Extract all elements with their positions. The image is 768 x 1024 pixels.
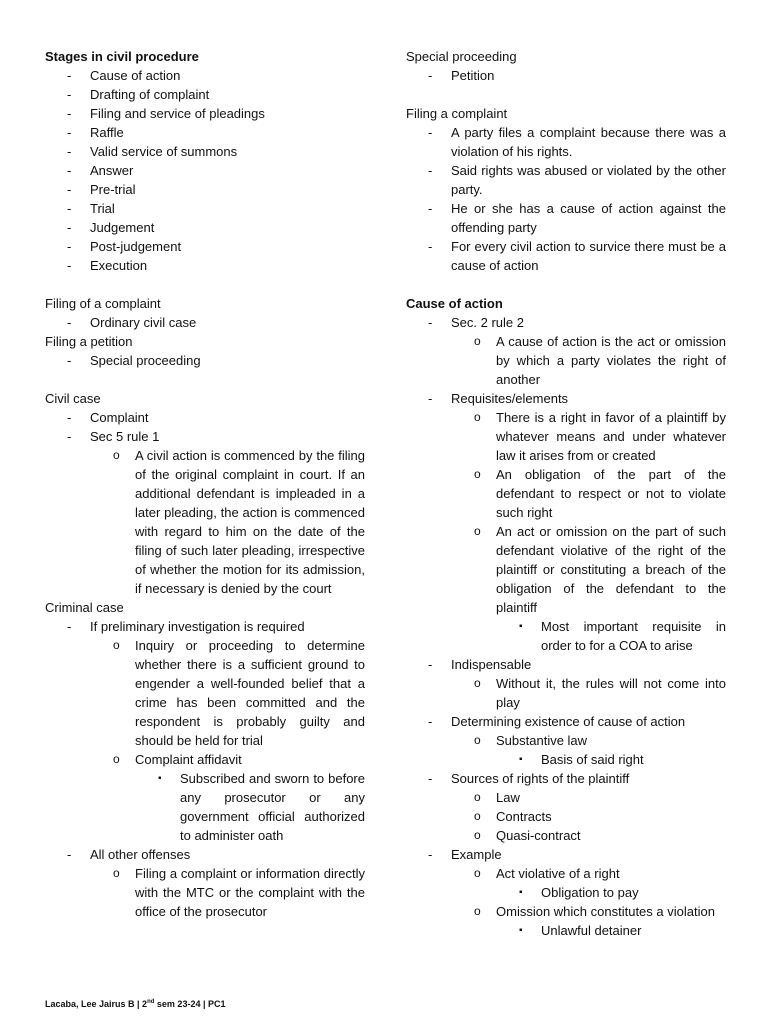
item-text: Civil case [45, 391, 101, 406]
heading-left-16 [45, 389, 365, 408]
square-bullet: ▪ [519, 621, 523, 632]
item-text: Said rights was abused or violated by the other party. [451, 163, 726, 197]
dash-bullet: - [428, 391, 433, 406]
dash-bullet: - [428, 201, 433, 216]
item-text: Filing a petition [45, 334, 133, 349]
circle-bullet: o [474, 467, 481, 481]
list-item-left-2 [45, 85, 365, 104]
list-item-right-3 [406, 123, 726, 161]
item-text: Ordinary civil case [90, 315, 197, 330]
list-item-right-27 [406, 902, 726, 921]
dash-bullet: - [428, 163, 433, 178]
dash-bullet: - [67, 429, 72, 444]
item-text: Sec. 2 rule 2 [451, 315, 524, 330]
item-text: A cause of action is the act or omission by which a party violates the right of another [496, 334, 726, 387]
heading-left-20 [45, 598, 365, 617]
item-text: Filing a complaint [406, 106, 508, 121]
list-item-right-23 [406, 826, 726, 845]
item-text: Quasi-contract [496, 828, 581, 843]
item-text: Valid service of summons [90, 144, 238, 159]
item-text: Stages in civil procedure [45, 49, 199, 64]
list-item-right-10 [406, 389, 726, 408]
list-item-left-10 [45, 237, 365, 256]
list-item-right-9 [406, 332, 726, 389]
item-text: Cause of action [406, 296, 503, 311]
list-item-left-22 [45, 636, 365, 750]
square-bullet: ▪ [519, 754, 523, 765]
list-item-left-17 [45, 408, 365, 427]
list-item-left-4 [45, 123, 365, 142]
item-text: Filing of a complaint [45, 296, 161, 311]
heading-left-14 [45, 332, 365, 351]
right-column [406, 47, 726, 940]
dash-bullet: - [67, 315, 72, 330]
left-column [45, 47, 365, 921]
list-item-left-11 [45, 256, 365, 275]
circle-bullet: o [113, 638, 120, 652]
item-text: Filing a complaint or information directly with the MTC or the complaint with the office of the prosecutor [135, 866, 365, 919]
list-item-left-6 [45, 161, 365, 180]
item-text: Law [496, 790, 520, 805]
circle-bullet: o [474, 828, 481, 842]
item-text: Most important requisite in order to for a COA to arise [541, 619, 726, 653]
list-item-left-3 [45, 104, 365, 123]
list-item-left-8 [45, 199, 365, 218]
item-text: A civil action is commenced by the filing of the original complaint in court. If an additional defendant is impleaded in a later pleading, the action is commenced with regard to him on the date of the filing of such later pleading, irrespective of whether the motion for its admission, if necessary is denied by the court [135, 448, 365, 596]
heading-left-12 [45, 294, 365, 313]
dash-bullet: - [67, 125, 72, 140]
item-text: There is a right in favor of a plaintiff by whatever means and under whatever law it arises from or created [496, 410, 726, 463]
item-text: Execution [90, 258, 148, 273]
item-text: Sources of rights of the plaintiff [451, 771, 630, 786]
item-text: Trial [90, 201, 115, 216]
dash-bullet: - [67, 106, 72, 121]
circle-bullet: o [113, 752, 120, 766]
item-text: Omission which constitutes a violation [496, 904, 715, 919]
item-text: An obligation of the part of the defendant to respect or not to violate such right [496, 467, 726, 520]
dash-bullet: - [428, 714, 433, 729]
page-footer [45, 999, 225, 1009]
list-item-left-24 [45, 769, 365, 845]
list-item-right-12 [406, 465, 726, 522]
list-item-right-5 [406, 199, 726, 237]
list-item-left-25 [45, 845, 365, 864]
circle-bullet: o [113, 448, 120, 462]
item-text: Answer [90, 163, 134, 178]
list-item-right-13 [406, 522, 726, 617]
dash-bullet: - [67, 258, 72, 273]
circle-bullet: o [474, 733, 481, 747]
list-item-left-9 [45, 218, 365, 237]
item-text: Criminal case [45, 600, 124, 615]
list-item-left-26 [45, 864, 365, 921]
item-text: Requisites/elements [451, 391, 569, 406]
list-item-right-17 [406, 712, 726, 731]
list-item-right-26 [406, 883, 726, 902]
circle-bullet: o [474, 866, 481, 880]
list-item-left-15 [45, 351, 365, 370]
item-text: All other offenses [90, 847, 191, 862]
item-text: Act violative of a right [496, 866, 620, 881]
dash-bullet: - [428, 771, 433, 786]
list-item-left-19 [45, 446, 365, 598]
item-text: Substantive law [496, 733, 588, 748]
list-item-right-15 [406, 655, 726, 674]
item-text: Contracts [496, 809, 552, 824]
dash-bullet: - [428, 125, 433, 140]
dash-bullet: - [428, 847, 433, 862]
list-item-right-1 [406, 66, 726, 85]
circle-bullet: o [474, 524, 481, 538]
item-text: Pre-trial [90, 182, 136, 197]
item-text: Post-judgement [90, 239, 182, 254]
item-text: For every civil action to survice there must be a cause of action [451, 239, 726, 273]
list-item-left-23 [45, 750, 365, 769]
dash-bullet: - [67, 68, 72, 83]
list-item-left-1 [45, 66, 365, 85]
heading-right-7 [406, 294, 726, 313]
heading-left-0 [45, 47, 365, 66]
list-item-right-28 [406, 921, 726, 940]
item-text: Inquiry or proceeding to determine whether there is a sufficient ground to engender a well-founded belief that a crime has been committed and the respondent is probably guilty and should be held for trial [135, 638, 365, 748]
item-text: Filing and service of pleadings [90, 106, 265, 121]
item-text: Indispensable [451, 657, 532, 672]
dash-bullet: - [67, 201, 72, 216]
list-item-left-5 [45, 142, 365, 161]
dash-bullet: - [428, 657, 433, 672]
dash-bullet: - [67, 619, 72, 634]
item-text: An act or omission on the part of such defendant violative of the right of the plaintiff or constituting a breach of the obligation of the defendant to the plaintiff [496, 524, 726, 615]
footer-ordinal: nd [147, 999, 155, 1005]
list-item-right-4 [406, 161, 726, 199]
footer-author: Lacaba, Lee Jairus B | 2 [45, 999, 148, 1009]
list-item-right-14 [406, 617, 726, 655]
item-text: If preliminary investigation is required [90, 619, 305, 634]
item-text: A party files a complaint because there was a violation of his rights. [451, 125, 726, 159]
square-bullet: ▪ [519, 925, 523, 936]
item-text: Special proceeding [406, 49, 517, 64]
dash-bullet: - [428, 239, 433, 254]
square-bullet: ▪ [158, 773, 162, 784]
list-item-right-22 [406, 807, 726, 826]
heading-right-2 [406, 104, 726, 123]
item-text: Drafting of complaint [90, 87, 210, 102]
list-item-left-7 [45, 180, 365, 199]
list-item-right-25 [406, 864, 726, 883]
item-text: Special proceeding [90, 353, 201, 368]
list-item-left-18 [45, 427, 365, 446]
circle-bullet: o [474, 790, 481, 804]
dash-bullet: - [67, 847, 72, 862]
item-text: Complaint affidavit [135, 752, 242, 767]
item-text: Example [451, 847, 502, 862]
dash-bullet: - [428, 68, 433, 83]
dash-bullet: - [67, 410, 72, 425]
dash-bullet: - [67, 163, 72, 178]
list-item-right-18 [406, 731, 726, 750]
heading-right-0 [406, 47, 726, 66]
list-item-right-20 [406, 769, 726, 788]
item-text: He or she has a cause of action against the offending party [451, 201, 726, 235]
item-text: Cause of action [90, 68, 181, 83]
circle-bullet: o [474, 676, 481, 690]
circle-bullet: o [474, 410, 481, 424]
item-text: Without it, the rules will not come into play [496, 676, 726, 710]
circle-bullet: o [113, 866, 120, 880]
dash-bullet: - [67, 182, 72, 197]
item-text: Unlawful detainer [541, 923, 642, 938]
list-item-right-24 [406, 845, 726, 864]
item-text: Judgement [90, 220, 155, 235]
list-item-right-21 [406, 788, 726, 807]
list-item-right-11 [406, 408, 726, 465]
dash-bullet: - [67, 144, 72, 159]
list-item-left-21 [45, 617, 365, 636]
footer-rest: sem 23-24 | PC1 [154, 999, 226, 1009]
item-text: Basis of said right [541, 752, 644, 767]
square-bullet: ▪ [519, 887, 523, 898]
item-text: Petition [451, 68, 495, 83]
dash-bullet: - [67, 239, 72, 254]
dash-bullet: - [67, 87, 72, 102]
item-text: Obligation to pay [541, 885, 639, 900]
item-text: Complaint [90, 410, 149, 425]
circle-bullet: o [474, 904, 481, 918]
list-item-right-6 [406, 237, 726, 275]
list-item-right-8 [406, 313, 726, 332]
item-text: Raffle [90, 125, 124, 140]
item-text: Determining existence of cause of action [451, 714, 686, 729]
dash-bullet: - [67, 353, 72, 368]
item-text: Subscribed and sworn to before any prosecutor or any government official authorized to administer oath [180, 771, 365, 843]
circle-bullet: o [474, 809, 481, 823]
list-item-left-13 [45, 313, 365, 332]
dash-bullet: - [428, 315, 433, 330]
list-item-right-19 [406, 750, 726, 769]
dash-bullet: - [67, 220, 72, 235]
item-text: Sec 5 rule 1 [90, 429, 160, 444]
circle-bullet: o [474, 334, 481, 348]
list-item-right-16 [406, 674, 726, 712]
